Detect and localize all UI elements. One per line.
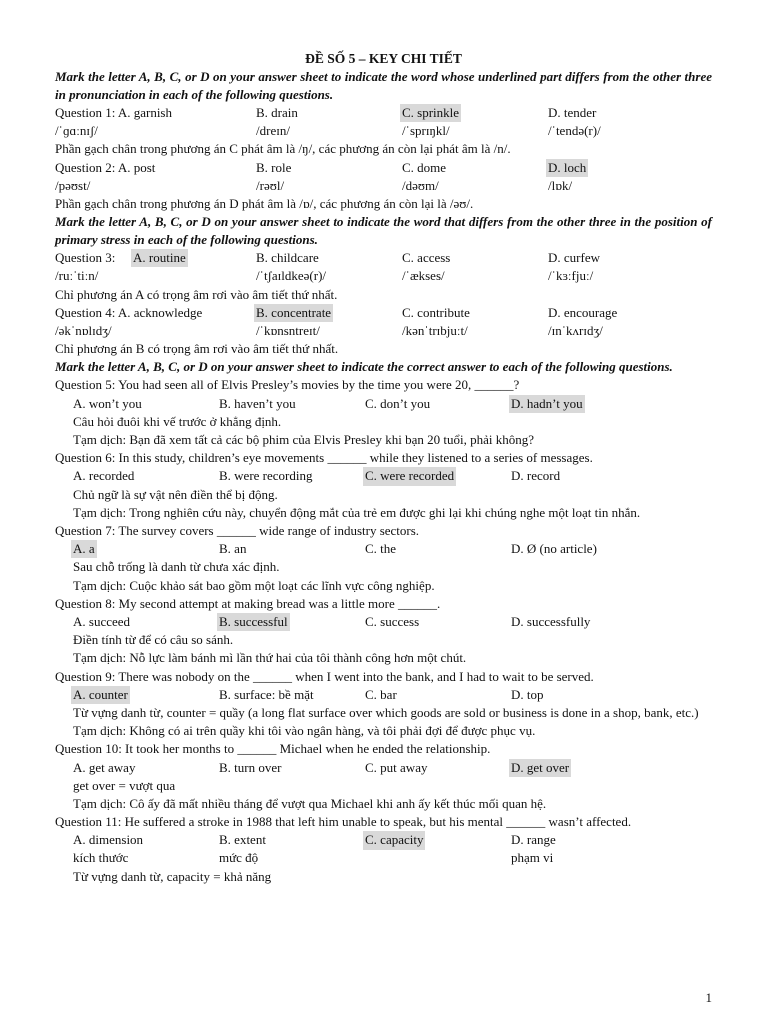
question-2-options	[55, 159, 712, 177]
q11-option-b: B. extent	[219, 832, 266, 848]
q5-translation: Tạm dịch: Bạn đã xem tất cả các bộ phim của Elvis Presley khi bạn 20 tuổi, phải không?	[73, 431, 535, 447]
question-3-ipa	[55, 267, 712, 285]
question-6-options	[55, 467, 712, 485]
q2-ipa-a: /pəʊst/	[55, 177, 91, 193]
q3-ipa-c: /ˈækses/	[402, 268, 445, 284]
question-10-options	[55, 759, 712, 777]
question-4-ipa	[55, 322, 712, 340]
q1-option-c-answer: C. sprinkle	[400, 104, 461, 122]
q2-explanation: Phần gạch chân trong phương án D phát âm là /ɒ/, các phương án còn lại là /əʊ/.	[55, 195, 474, 211]
question-3-options	[55, 249, 712, 267]
q4-option-d: D. encourage	[548, 304, 618, 320]
q11-option-c-answer: C. capacity	[363, 831, 425, 849]
question-8-options	[55, 613, 712, 631]
q9-option-d: D. top	[511, 686, 544, 702]
q3-option-b: B. childcare	[256, 250, 319, 266]
q9-option-b: B. surface: bề mặt	[219, 686, 314, 702]
q3-ipa-d: /ˈkɜːfjuː/	[548, 268, 594, 284]
q2-option-c: C. dome	[402, 159, 447, 175]
q11-option-a: A. dimension	[73, 832, 144, 848]
q9-explanation: Từ vựng danh từ, counter = quầy (a long flat surface over which goods are sold or business is done in a shop, bank, etc.)	[73, 704, 699, 720]
question-11-glosses	[55, 849, 712, 867]
question-5-options	[55, 395, 712, 413]
q9-translation: Tạm dịch: Không có ai trên quầy khi tôi vào ngân hàng, và tôi phải đợi để được phục vụ.	[73, 723, 536, 739]
q9-option-a-answer: A. counter	[71, 686, 130, 704]
question-8-stem: Question 8: My second attempt at making bread was a little more ______.	[55, 595, 441, 611]
q2-ipa-b: /rəʊl/	[256, 177, 285, 193]
q6-option-d: D. record	[511, 468, 561, 484]
q2-option-a: Question 2: A. post	[55, 159, 156, 175]
q4-explanation: Chỉ phương án B có trọng âm rơi vào âm tiết thứ nhất.	[55, 341, 339, 357]
q7-explanation: Sau chỗ trống là danh từ chưa xác định.	[73, 559, 280, 575]
q7-option-d: D. Ø (no article)	[511, 541, 597, 557]
q4-option-a: Question 4: A. acknowledge	[55, 304, 203, 320]
question-1-options	[55, 104, 712, 122]
q11-gloss-b: mức độ	[219, 850, 259, 866]
q3-explanation: Chỉ phương án A có trọng âm rơi vào âm tiết thứ nhất.	[55, 286, 338, 302]
q4-option-b-answer: B. concentrate	[254, 304, 333, 322]
q5-option-b: B. haven’t you	[219, 395, 296, 411]
q1-option-d: D. tender	[548, 105, 597, 120]
q6-option-b: B. were recording	[219, 468, 313, 484]
q5-option-d-answer: D. hadn’t you	[509, 395, 585, 413]
q2-option-d-answer: D. loch	[546, 159, 588, 177]
q11-explanation: Từ vựng danh từ, capacity = khả năng	[73, 868, 272, 884]
question-9-options	[55, 686, 712, 704]
q10-explanation: get over = vượt qua	[73, 777, 176, 793]
q10-option-c: C. put away	[365, 759, 428, 775]
q11-option-d: D. range	[511, 832, 556, 848]
q4-ipa-c: /kənˈtrɪbjuːt/	[402, 322, 468, 338]
q3-option-d: D. curfew	[548, 250, 600, 266]
q8-option-c: C. success	[365, 613, 420, 629]
q3-option-c: C. access	[402, 250, 451, 266]
q11-gloss-d: phạm vi	[511, 850, 554, 866]
q7-translation: Tạm dịch: Cuộc khảo sát bao gồm một loạt các lĩnh vực công nghiệp.	[73, 577, 435, 593]
q4-ipa-a: /əkˈnɒlɪdʒ/	[55, 322, 112, 338]
question-1-ipa	[55, 122, 712, 140]
q6-option-a: A. recorded	[73, 468, 135, 484]
q10-option-d-answer: D. get over	[509, 759, 571, 777]
question-11-options	[55, 831, 712, 849]
q8-translation: Tạm dịch: Nỗ lực làm bánh mì lần thứ hai của tôi thành công hơn một chút.	[73, 650, 467, 666]
question-5-stem: Question 5: You had seen all of Elvis Presley’s movies by the time you were 20, ______?	[55, 377, 520, 393]
q1-ipa-d: /ˈtendə(r)/	[548, 123, 601, 139]
q10-option-a: A. get away	[73, 759, 136, 775]
q4-option-c: C. contribute	[402, 304, 470, 320]
q2-ipa-c: /dəʊm/	[402, 177, 439, 193]
question-6-stem: Question 6: In this study, children’s eye movements ______ while they listened to a series of messages.	[55, 450, 593, 466]
q7-option-a-answer: A. a	[71, 540, 97, 558]
q6-explanation: Chủ ngữ là sự vật nên điền thể bị động.	[73, 486, 278, 502]
q1-ipa-c: /ˈsprɪŋkl/	[402, 123, 450, 139]
q6-translation: Tạm dịch: Trong nghiên cứu này, chuyển động mắt của trẻ em được ghi lại khi chúng nghe một loạt tin nhắn.	[73, 504, 641, 520]
q8-option-d: D. successfully	[511, 613, 591, 629]
page-title: ĐỀ SỐ 5 – KEY CHI TIẾT	[305, 51, 462, 66]
q3-ipa-a: /ruːˈtiːn/	[55, 268, 99, 284]
q7-option-b: B. an	[219, 541, 247, 557]
q8-option-b-answer: B. successful	[217, 613, 290, 631]
document-page	[55, 50, 712, 886]
question-11-stem: Question 11: He suffered a stroke in 1988 that left him unable to speak, but his mental ______ wasn’t affected.	[55, 814, 632, 830]
instruction-correct-answer: Mark the letter A, B, C, or D on your answer sheet to indicate the correct answer to each of the following questions.	[55, 359, 673, 375]
q1-option-b: B. drain	[256, 105, 298, 120]
q6-option-c-answer: C. were recorded	[363, 467, 456, 485]
q3-label: Question 3:	[55, 250, 116, 266]
q1-ipa-a: /ˈɡɑːnɪʃ/	[55, 123, 98, 139]
question-7-options	[55, 540, 712, 558]
q2-ipa-d: /lɒk/	[548, 177, 573, 193]
q9-option-c: C. bar	[365, 686, 397, 702]
instruction-stress: Mark the letter A, B, C, or D on your answer sheet to indicate the word that differs from the other three in the position of primary stress in each of the following questions.	[55, 214, 712, 248]
q4-ipa-d: /ɪnˈkʌrɪdʒ/	[548, 322, 603, 338]
q3-ipa-b: /ˈtʃaɪldkeə(r)/	[256, 268, 327, 284]
q5-option-a: A. won’t you	[73, 395, 142, 411]
q1-option-a: Question 1: A. garnish	[55, 105, 172, 120]
q11-gloss-a: kích thước	[73, 850, 129, 866]
q8-explanation: Điền tính từ để có câu so sánh.	[73, 632, 234, 648]
q10-option-b: B. turn over	[219, 759, 282, 775]
question-9-stem: Question 9: There was nobody on the ______ when I went into the bank, and I had to wait to be served.	[55, 668, 594, 684]
question-7-stem: Question 7: The survey covers ______ wide range of industry sectors.	[55, 522, 420, 538]
question-4-options	[55, 304, 712, 322]
q10-translation: Tạm dịch: Cô ấy đã mất nhiều tháng để vượt qua Michael khi anh ấy kết thúc mối quan hệ.	[73, 795, 547, 811]
question-2-ipa	[55, 177, 712, 195]
instruction-pronunciation: Mark the letter A, B, C, or D on your answer sheet to indicate the word whose underlined part differs from the other three in pronunciation in each of the following questions.	[55, 69, 712, 102]
q1-ipa-b: /dreɪn/	[256, 123, 290, 139]
q5-explanation: Câu hỏi đuôi khi vế trước ở khẳng định.	[73, 413, 282, 429]
page-number: 1	[705, 990, 712, 1005]
q1-explanation: Phần gạch chân trong phương án C phát âm là /ŋ/, các phương án còn lại phát âm là /n/.	[55, 141, 511, 157]
q2-option-b: B. role	[256, 159, 292, 175]
q5-option-c: C. don’t you	[365, 395, 431, 411]
q4-ipa-b: /ˈkɒnsntreɪt/	[256, 322, 320, 338]
question-10-stem: Question 10: It took her months to ______ Michael when he ended the relationship.	[55, 741, 491, 757]
q7-option-c: C. the	[365, 541, 397, 557]
q8-option-a: A. succeed	[73, 613, 131, 629]
q3-option-a-answer: A. routine	[131, 249, 188, 267]
